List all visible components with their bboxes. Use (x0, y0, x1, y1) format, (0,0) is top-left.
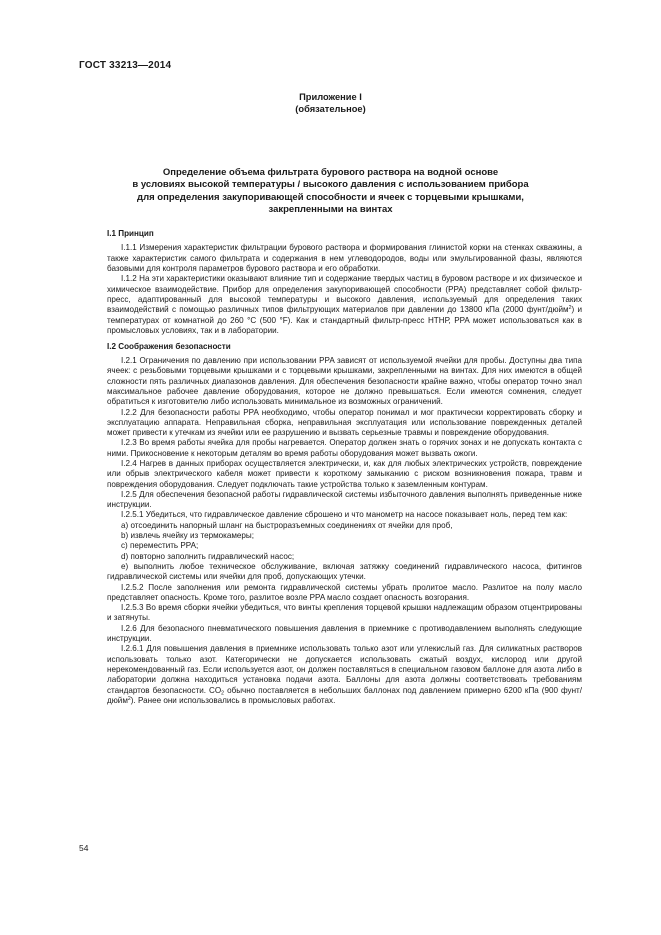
document-body (107, 229, 582, 706)
superscript: 2 (127, 695, 131, 702)
paragraph-i-2-5-2: I.2.5.2 После заполнения или ремонта гидравлической системы убрать пролитое масло. Разлитое на полу масло представляет опасность. Кроме того, разлитое возле PPA масло создает опасность возгорания. (107, 582, 582, 602)
document-standard-id: ГОСТ 33213—2014 (79, 60, 172, 71)
annex-main-title (79, 167, 582, 216)
annex-status: (обязательное) (295, 104, 366, 115)
paragraph-i-2-5-3: I.2.5.3 Во время сборки ячейки убедиться, что винты крепления торцевой крышки надлежащим образом отцентрированы и затянуты. (107, 603, 582, 623)
paragraph-i-2-5: I.2.5 Для обеспечения безопасной работы гидравлической системы избыточного давления выполнять приведенные ниже инструкции. (107, 489, 582, 510)
subscript: 2 (221, 690, 225, 697)
paragraph-i-2-6: I.2.6 Для безопасного пневматического повышения давления в приемнике с противодавлением выполнять следующие инструкции. (107, 623, 582, 644)
paragraph-i-1-2 (107, 274, 582, 336)
paragraph-text: ). Ранее они использовались в промысловых работах. (130, 695, 336, 705)
list-item: c) переместить PPA; (121, 541, 199, 551)
paragraph-i-2-4: I.2.4 Нагрев в данных приборах осуществляется электрически, и, как для любых электрических устройств, повреждение или обрыв электрического кабеля может привести к короткому замыканию с риском возникновения пожара, травм и повреждения оборудования. Следует подключать такие устройства только к заземленным контурам. (107, 459, 582, 489)
paragraph-i-1-1: I.1.1 Измерения характеристик фильтрации бурового раствора и формирования глинистой корки на стенках скважины, а также характеристик самого фильтрата и содержания в нем углеводородов, воды или эмульгированной фазы, являются базовыми для контроля параметров бурового раствора и его обработки. (107, 243, 582, 274)
paragraph-i-2-6-1 (107, 644, 582, 706)
paragraph-text: I.1.2 На эти характеристики оказывают влияние тип и содержание твердых частиц в буровом растворе и их физическое и химическое взаимодействие. Прибор для определения закупоривающей способности (PPA) представляет собой фильтр-пресс, адаптированный для высокой температуры и высокого давления, используемый для определения таких взаимодействий с помощью различных типов фильтрующих материалов при давлении до 13800 кПа (2000 фунт/дюйм (107, 274, 582, 315)
paragraph-i-2-1: I.2.1 Ограничения по давлению при использовании PPA зависят от используемой ячейки для пробы. Доступны два типа ячеек: с резьбовыми торцевыми крышками и с торцевыми крышками, закрепленными на винтах. Для них имеются в общей сложности пять различных диапазонов давления. Для обеспечения безопасности крайне важно, чтобы оператор точно знал максимальное рабочее давление оборудования, которое не должно превышаться. Если имеются сомнения, следует обратиться к изготовителю либо использовать минимальное из возможных ограничений. (107, 356, 582, 407)
paragraph-i-2-2: I.2.2 Для безопасности работы PPA необходимо, чтобы оператор понимал и мог практически корректировать сборку и эксплуатацию аппарата. Неправильная сборка, неправильная эксплуатация или использование поврежденных деталей может привести к утечкам из ячейки или ее разрушению и вызвать серьезные травмы и повреждение оборудования. (107, 407, 582, 438)
page-number: 54 (79, 843, 89, 853)
title-line: Определение объема фильтрата бурового раствора на водной основе (162, 167, 499, 178)
paragraph-text: I.2.6.1 Для повышения давления в приемнике использовать только азот или углекислый газ. Для силикатных растворов использовать только азот. Категорически не допускается использовать сжатый воздух, кислород или другой нерекомендованный газ. Если используется азот, он должен поставляться в специальном газовом баллоне для азота либо в лаборатории должна находиться установка подачи азота. Баллоны для азота должны соответствовать требованиям стандартов безопасности. CO (107, 644, 582, 695)
title-line: для определения закупоривающей способности и ячеек с торцевыми крышками, (137, 191, 524, 203)
title-line: в условиях высокой температуры / высокого давления с использованием прибора (132, 179, 529, 191)
paragraph-i-2-5-1: I.2.5.1 Убедиться, что гидравлическое давление сброшено и что манометр на насосе показывает ноль, перед тем как: (121, 510, 568, 520)
paragraph-text: обычно поставляется в небольших баллонах под давлением примерно 6200 кПа (900 фунт/дюйм (107, 685, 583, 705)
list-item: a) отсоединить напорный шланг на быстроразъемных соединениях от ячейки для проб, (121, 520, 453, 530)
list-item: d) повторно заполнить гидравлический насос; (121, 551, 295, 561)
annex-header (79, 91, 582, 116)
paragraph-i-2-3: I.2.3 Во время работы ячейка для пробы нагревается. Оператор должен знать о горячих зонах и не допускать контакта с ними. Прикосновение к некоторым деталям во время работы оборудования может вызвать ожоги. (107, 438, 582, 458)
list-item: b) извлечь ячейку из термокамеры; (121, 531, 254, 541)
paragraph-text: ) и температурах от комнатной до 260 °С (500 °F). Как и стандартный фильтр-пресс НТНР, PPA может использоваться как в промысловых условиях, так и в лаборатории. (107, 305, 582, 335)
list-item: e) выполнить любое техническое обслуживание, включая затяжку соединений гидравлического насоса, фитингов гидравлической системы или ячейки для проб, допускающих утечки. (107, 561, 582, 582)
section-heading-principle: I.1 Принцип (107, 229, 154, 238)
title-line: закрепленными на винтах (268, 203, 393, 215)
annex-title: Приложение I (299, 92, 362, 102)
section-heading-safety: I.2 Соображения безопасности (107, 341, 231, 351)
superscript: 2 (568, 305, 572, 312)
